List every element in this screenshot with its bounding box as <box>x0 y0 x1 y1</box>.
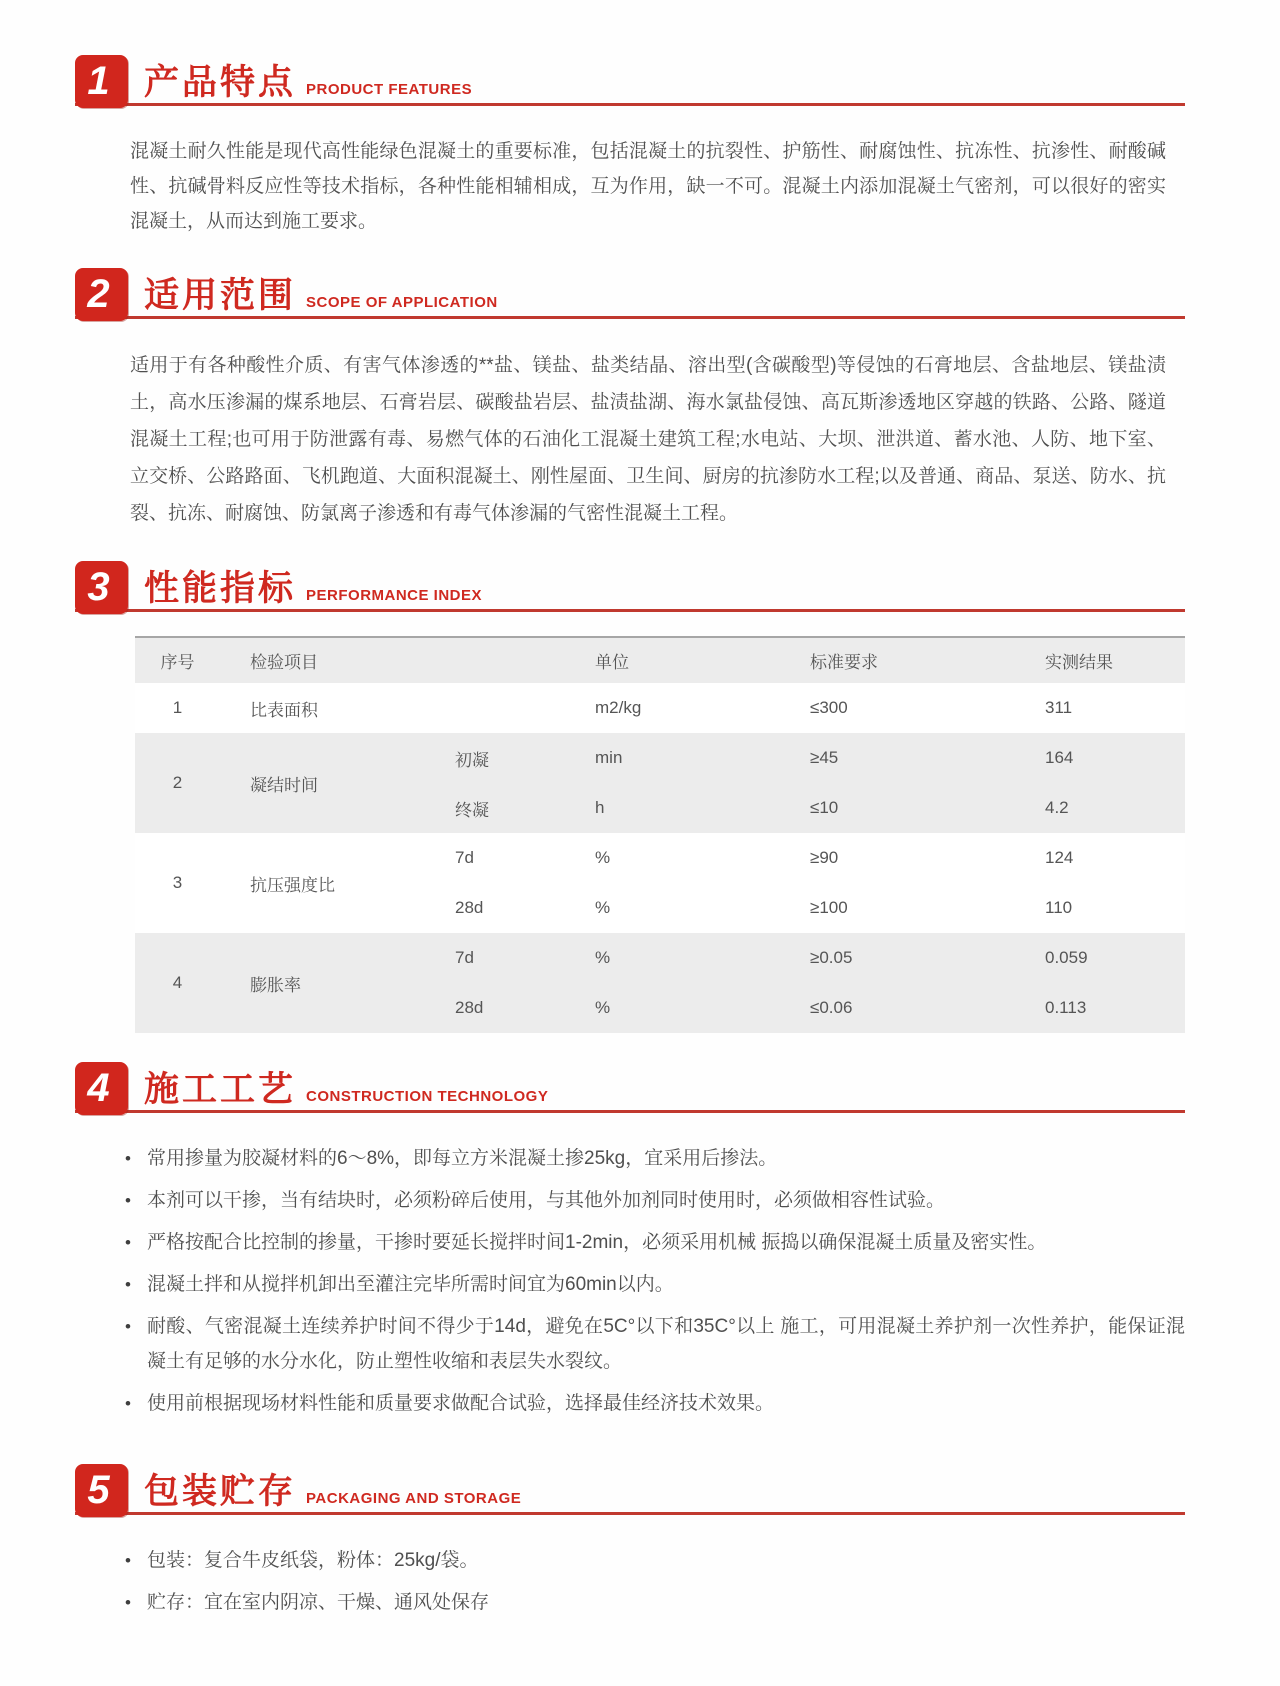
section-title-en: SCOPE OF APPLICATION <box>306 294 498 311</box>
table-cell: 1 <box>172 698 183 717</box>
bullet-icon: • <box>125 1149 131 1168</box>
table-header-cell <box>410 637 540 683</box>
section-title-en: PACKAGING AND STORAGE <box>306 1490 522 1507</box>
list-item <box>125 1225 1185 1260</box>
table-cell: ≥100 <box>810 898 848 917</box>
section-construction-technology <box>75 1059 1185 1421</box>
bullet-text: 贮存：宜在室内阴凉、干燥、通风处保存 <box>147 1592 490 1613</box>
section-number-badge: 1 <box>75 55 128 108</box>
section-packaging-storage <box>75 1461 1185 1620</box>
table-cell: 抗压强度比 <box>250 875 335 895</box>
bullet-text: 严格按配合比控制的掺量，干掺时要延长搅拌时间1-2min，必须采用机械 振捣以确保混凝土质量及密实性。 <box>147 1232 1047 1253</box>
bullet-icon: • <box>125 1191 131 1210</box>
table-cell: ≤300 <box>810 698 848 717</box>
table-cell: 3 <box>172 873 183 892</box>
table-cell: 0.113 <box>1045 998 1087 1017</box>
table-cell: 比表面积 <box>250 700 318 720</box>
table-cell: 311 <box>1045 698 1073 717</box>
section-underline <box>75 1512 1185 1515</box>
section-title-zh: 产品特点 <box>144 63 297 102</box>
section-number-badge: 4 <box>75 1062 128 1115</box>
list-item <box>125 1267 1185 1302</box>
table-cell: 膨胀率 <box>250 975 301 995</box>
bullet-text: 本剂可以干掺，当有结块时，必须粉碎后使用，与其他外加剂同时使用时，必须做相容性试验。 <box>147 1190 946 1211</box>
table-cell: 7d <box>455 948 474 967</box>
table-cell: 2 <box>172 773 183 792</box>
table-header-cell: 单位 <box>595 653 629 672</box>
bullet-icon: • <box>125 1593 131 1612</box>
bullet-icon: • <box>125 1317 131 1336</box>
section-number-badge: 5 <box>75 1464 128 1517</box>
bullet-text: 使用前根据现场材料性能和质量要求做配合试验，选择最佳经济技术效果。 <box>147 1393 775 1414</box>
table-cell: 110 <box>1045 898 1073 917</box>
section-header <box>75 265 1185 321</box>
table-cell <box>410 683 540 733</box>
table-header-cell: 序号 <box>160 653 195 672</box>
bullet-icon: • <box>125 1233 131 1252</box>
table-cell: m2/kg <box>595 698 642 717</box>
table-cell: 初凝 <box>455 750 489 770</box>
bullet-text: 包装：复合牛皮纸袋，粉体：25kg/袋。 <box>147 1550 479 1571</box>
bullet-text: 常用掺量为胶凝材料的6～8%，即每立方米混凝土掺25kg，宜采用后掺法。 <box>147 1148 778 1169</box>
section-title-zh: 适用范围 <box>144 276 297 315</box>
table-cell: 4 <box>172 973 183 992</box>
table-row <box>135 683 1185 733</box>
bullet-icon: • <box>125 1394 131 1413</box>
performance-table <box>135 636 1185 1033</box>
section-scope-of-application <box>75 265 1185 532</box>
list-item <box>125 1141 1185 1176</box>
list-item <box>125 1309 1185 1379</box>
table-row <box>135 833 1185 883</box>
list-item <box>125 1386 1185 1421</box>
table-cell: % <box>595 898 611 917</box>
table-header-row <box>135 637 1185 683</box>
section-title-zh: 施工工艺 <box>144 1070 297 1109</box>
section-underline <box>75 609 1185 612</box>
table-row <box>135 933 1185 983</box>
table-cell: 凝结时间 <box>250 775 318 795</box>
table-cell: ≥45 <box>810 748 839 767</box>
table-row <box>135 733 1185 783</box>
section-title-zh: 包装贮存 <box>144 1472 297 1511</box>
section-underline <box>75 103 1185 106</box>
bullet-text: 混凝土拌和从搅拌机卸出至灌注完毕所需时间宜为60min以内。 <box>147 1274 674 1295</box>
section-performance-index <box>75 558 1185 1033</box>
section-header <box>75 1059 1185 1115</box>
section-underline <box>75 316 1185 319</box>
section-title-en: CONSTRUCTION TECHNOLOGY <box>306 1088 549 1105</box>
list-item <box>125 1585 1185 1620</box>
table-header-cell: 标准要求 <box>810 653 878 672</box>
table-header-cell: 检验项目 <box>250 653 318 672</box>
table-cell: 28d <box>455 998 484 1017</box>
table-cell: 28d <box>455 898 484 917</box>
construction-bullet-list <box>125 1141 1185 1421</box>
table-cell: 终凝 <box>455 800 489 820</box>
section-title-en: PERFORMANCE INDEX <box>306 587 483 604</box>
list-item <box>125 1543 1185 1578</box>
table-cell: min <box>595 748 623 767</box>
table-cell: % <box>595 998 611 1017</box>
section-title-en: PRODUCT FEATURES <box>306 81 473 98</box>
bullet-text: 耐酸、气密混凝土连续养护时间不得少于14d，避免在5C°以下和35C°以上 施工，可用混凝土养护剂一次性养护，能保证混凝土有足够的水分水化，防止塑性收缩和表层失水裂纹。 <box>147 1316 1185 1372</box>
packaging-bullet-list <box>125 1543 1185 1620</box>
list-item <box>125 1183 1185 1218</box>
section-body: 混凝土耐久性能是现代高性能绿色混凝土的重要标准，包括混凝土的抗裂性、护筋性、耐腐蚀性、抗冻性、抗渗性、耐酸碱性、抗碱骨料反应性等技术指标，各种性能相辅相成，互为作用，缺一不可。混凝土内添加混凝土气密剂，可以很好的密实混凝土，从而达到施工要求。 <box>130 141 1166 232</box>
table-cell: ≤0.06 <box>810 998 853 1017</box>
section-header <box>75 52 1185 108</box>
section-body: 适用于有各种酸性介质、有害气体渗透的**盐、镁盐、盐类结晶、溶出型(含碳酸型)等侵蚀的石膏地层、含盐地层、镁盐渍土，高水压渗漏的煤系地层、石膏岩层、碳酸盐岩层、盐渍盐湖、海水氯盐侵蚀、高瓦斯渗透地区穿越的铁路、公路、隧道混凝土工程;也可用于防泄露有毒、易燃气体的石油化工混凝土建筑工程;水电站、大坝、泄洪道、蓄水池、人防、地下室、立交桥、公路路面、飞机跑道、大面积混凝土、刚性屋面、卫生间、厨房的抗渗防水工程;以及普通、商品、泵送、防水、抗裂、抗冻、耐腐蚀、防氯离子渗透和有毒气体渗漏的气密性混凝土工程。 <box>130 355 1166 524</box>
bullet-icon: • <box>125 1551 131 1570</box>
table-cell: ≥0.05 <box>810 948 853 967</box>
table-cell: 4.2 <box>1045 798 1069 817</box>
section-underline <box>75 1110 1185 1113</box>
table-cell: 124 <box>1045 848 1074 867</box>
section-header <box>75 558 1185 614</box>
section-number-badge: 2 <box>75 268 128 321</box>
table-cell: ≤10 <box>810 798 839 817</box>
table-cell: h <box>595 798 605 817</box>
table-cell: 7d <box>455 848 474 867</box>
bullet-icon: • <box>125 1275 131 1294</box>
table-cell: 0.059 <box>1045 948 1088 967</box>
table-cell: % <box>595 848 611 867</box>
table-cell: 164 <box>1045 748 1074 767</box>
table-header-cell: 实测结果 <box>1045 653 1113 672</box>
table-cell: % <box>595 948 611 967</box>
section-header <box>75 1461 1185 1517</box>
section-number-badge: 3 <box>75 561 128 614</box>
table-cell: ≥90 <box>810 848 839 867</box>
section-product-features <box>75 52 1185 239</box>
section-title-zh: 性能指标 <box>144 569 297 608</box>
